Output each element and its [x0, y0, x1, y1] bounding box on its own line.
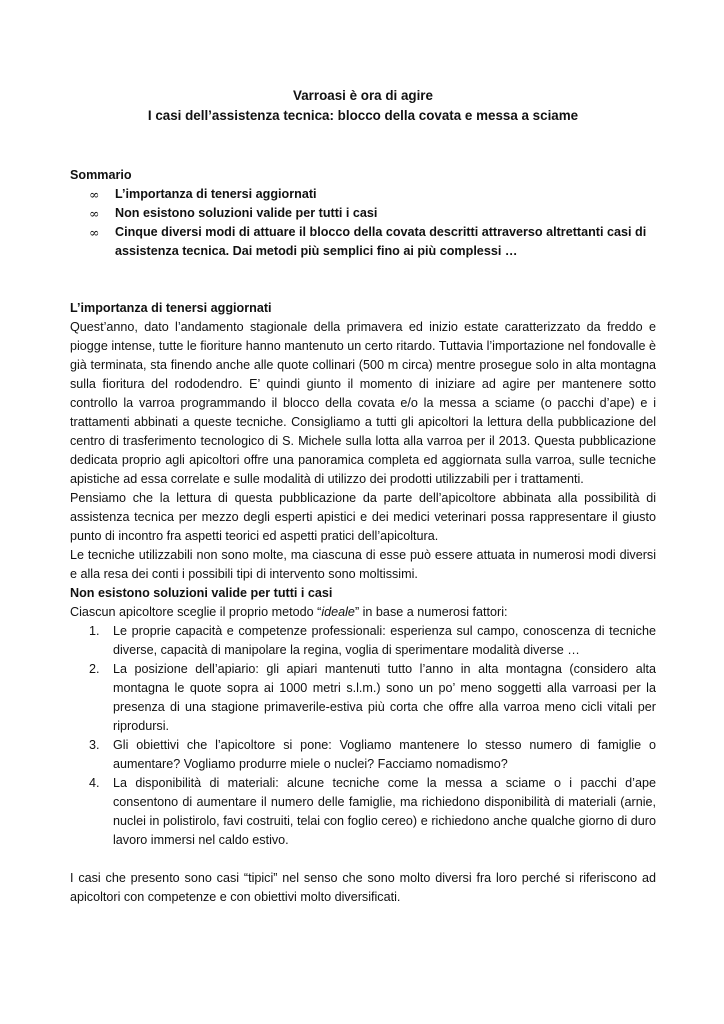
- item-number: 4.: [89, 776, 100, 790]
- factor-item: [70, 622, 656, 660]
- infinity-bullet-icon: ∞: [89, 206, 100, 221]
- section-heading-solutions: Non esistono soluzioni valide per tutti i casi: [70, 586, 333, 600]
- section-intro: Ciascun apicoltore sceglie il proprio metodo “ideale” in base a numerosi fattori:: [70, 605, 508, 619]
- factor-item: [70, 736, 656, 774]
- paragraph: Pensiamo che la lettura di questa pubblicazione da parte dell’apicoltore abbinata alla possibilità di assistenza tecnica per mezzo degli esperti apistici e dei medici veterinari possa rappresentare il giusto punto di incontro fra aspetti teorici ed aspetti pratici dell’apicoltura.: [70, 491, 656, 543]
- summary-item-text: Non esistono soluzioni valide per tutti i casi: [115, 206, 378, 220]
- summary-item-text: L’importanza di tenersi aggiornati: [115, 187, 317, 201]
- summary-item: [70, 223, 656, 261]
- factors-list: [70, 622, 656, 850]
- factor-text: La posizione dell’apiario: gli apiari mantenuti tutto l’anno in alta montagna (considero alta montagna le quote sopra ai 1000 metri s.l.m.) sono un po’ meno soggetti alla varroasi per la presenza di una stagione primaverile-estiva più corta che offre alla varroa meno cicli vitali per riprodursi.: [113, 662, 656, 733]
- document-subtitle: I casi dell’assistenza tecnica: blocco della covata e messa a sciame: [147, 108, 579, 123]
- factor-text: Gli obiettivi che l’apicoltore si pone: Vogliamo mantenere lo stesso numero di famiglie o aumentare? Vogliamo produrre miele o nuclei? Facciamo nomadismo?: [113, 738, 656, 771]
- factor-item: [70, 774, 656, 850]
- paragraph: Le tecniche utilizzabili non sono molte, ma ciascuna di esse può essere attuata in numerosi modi diversi e alla resa dei conti i possibili tipi di intervento sono moltissimi.: [70, 548, 656, 581]
- summary-item: [70, 185, 656, 204]
- factor-text: La disponibilità di materiali: alcune tecniche come la messa a sciame o i pacchi d’ape consentono di aumentare il numero delle famiglie, ma richiedono disponibilità di materiali (arnie, nuclei in polistirolo, favi costruiti, telai con foglio cereo) e richiedono anche qualche giorno di duro lavoro immersi nel caldo estivo.: [113, 776, 656, 847]
- italic-word: ideale: [321, 605, 355, 619]
- section-heading-updates: L’importanza di tenersi aggiornati: [70, 301, 272, 315]
- title-block: [70, 86, 656, 126]
- infinity-bullet-icon: ∞: [89, 187, 100, 202]
- factor-item: [70, 660, 656, 736]
- infinity-bullet-icon: ∞: [89, 225, 100, 240]
- closing-paragraph: I casi che presento sono casi “tipici” nel senso che sono molto diversi fra loro perché si riferiscono ad apicoltori con competenze e con obiettivi molto diversificati.: [70, 871, 656, 904]
- summary-heading: Sommario: [70, 168, 132, 182]
- summary-item: [70, 204, 656, 223]
- item-number: 2.: [89, 662, 100, 676]
- item-number: 1.: [89, 624, 100, 638]
- item-number: 3.: [89, 738, 100, 752]
- factor-text: Le proprie capacità e competenze professionali: esperienza sul campo, conoscenza di tecniche diverse, capacità di manipolare la regina, voglia di sperimentare modalità diverse …: [113, 624, 656, 657]
- document-title: Varroasi è ora di agire: [293, 88, 433, 103]
- paragraph: Quest’anno, dato l’andamento stagionale della primavera ed inizio estate caratterizzato da freddo e piogge intense, tutte le fioriture hanno mantenuto un certo ritardo. Tuttavia l’importazione nel fondovalle è già terminata, sta finendo anche alle quote collinari (500 m circa) mentre prosegue solo in alta montagna sulla fioritura del rododendro. E’ quindi giunto il momento di iniziare ad agire per mantenere sotto controllo la varroa programmando il blocco della covata e/o la messa a sciame (o pacchi d’ape) e i trattamenti abbinati a queste tecniche. Consigliamo a tutti gli apicoltori la lettura della pubblicazione del centro di trasferimento tecnologico di S. Michele sulla lotta alla varroa per il 2013. Questa pubblicazione dedicata proprio agli apicoltori offre una panoramica completa ed aggiornata sulla varroa, sulle tecniche apistiche ad essa correlate e sulle modalità di utilizzo dei prodotti utilizzabili per i trattamenti.: [70, 320, 656, 486]
- summary-list: [70, 185, 656, 261]
- summary-item-text: Cinque diversi modi di attuare il blocco della covata descritti attraverso altrettanti casi di assistenza tecnica. Dai metodi più semplici fino ai più complessi …: [115, 225, 647, 258]
